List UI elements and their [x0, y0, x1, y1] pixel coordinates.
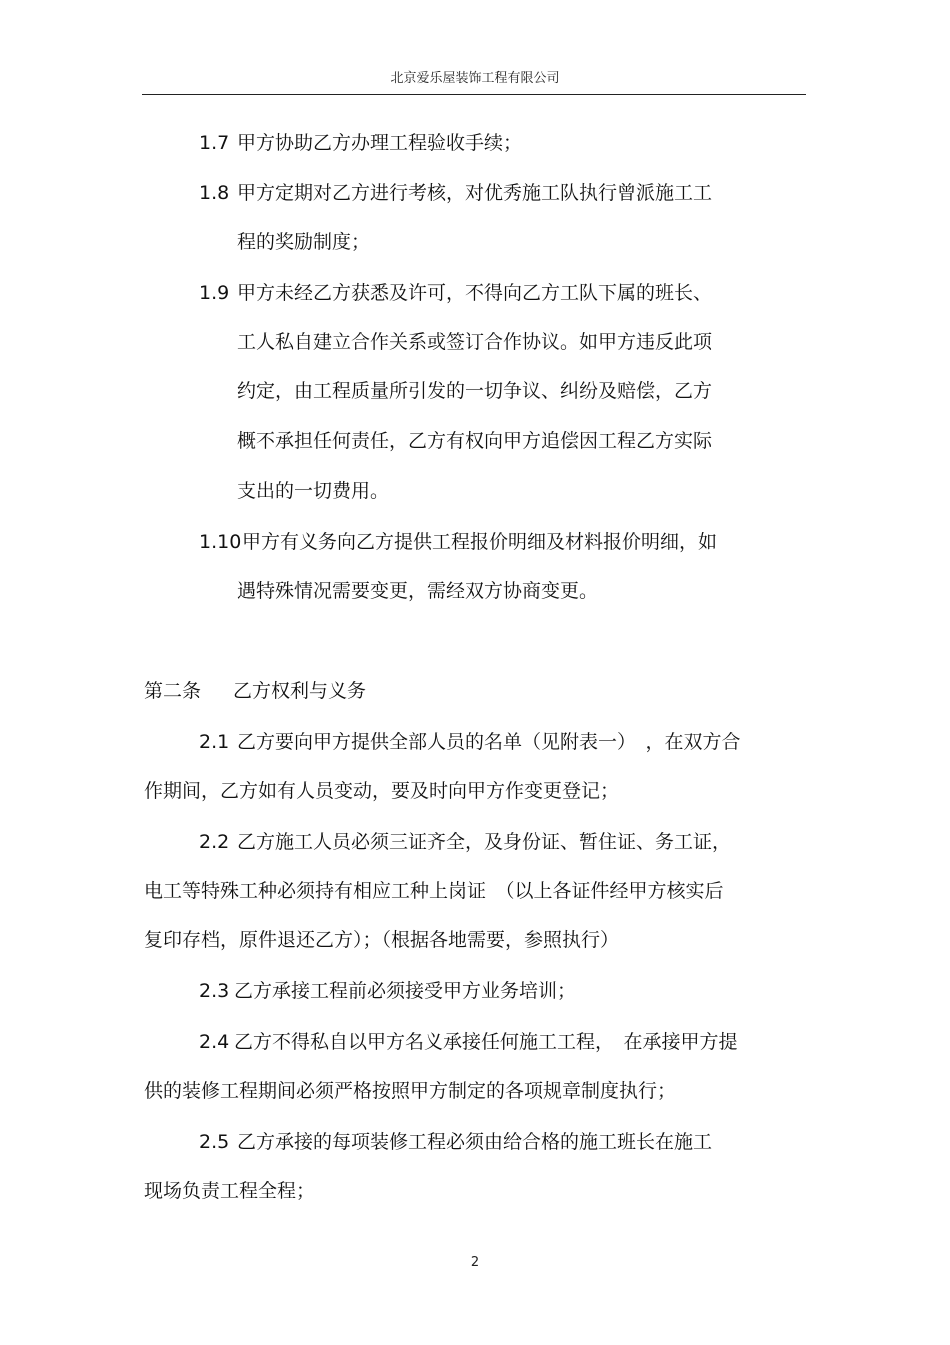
item-2-3-line-1: 乙方承接工程前必须接受甲方业务培训；	[234, 980, 577, 1002]
item-1-9-line-2: 工人私自建立合作关系或签订合作协议。如甲方违反此项	[237, 331, 713, 353]
item-2-1-line-2: 作期间，乙方如有人员变动，要及时向甲方作变更登记；	[144, 780, 620, 802]
header-divider	[142, 94, 806, 95]
item-1-7-line-1: 甲方协助乙方办理工程验收手续；	[237, 132, 523, 154]
item-1-9-number: 1.9	[199, 282, 230, 304]
item-2-4-number: 2.4	[199, 1031, 230, 1053]
page-number: 2	[470, 1255, 480, 1270]
item-1-9-line-1: 甲方未经乙方获悉及许可，不得向乙方工队下属的班长、	[237, 282, 713, 304]
item-1-8-number: 1.8	[199, 182, 230, 204]
article-2-title: 乙方权利与义务	[233, 680, 367, 702]
item-2-5-line-2: 现场负责工程全程；	[144, 1180, 316, 1202]
item-1-7-number: 1.7	[199, 132, 230, 154]
item-2-2-line-2: 电工等特殊工种必须持有相应工种上岗证 （以上各证件经甲方核实后	[144, 880, 724, 902]
article-2-label: 第二条	[144, 680, 202, 702]
header-company-name: 北京爱乐屋装饰工程有限公司	[390, 71, 560, 86]
item-1-8-line-1: 甲方定期对乙方进行考核，对优秀施工队执行曾派施工工	[237, 182, 713, 204]
item-1-9-line-5: 支出的一切费用。	[237, 480, 390, 502]
item-2-2-line-1: 乙方施工人员必须三证齐全，及身份证、暂住证、务工证，	[237, 831, 732, 853]
item-2-3-number: 2.3	[199, 980, 230, 1002]
item-1-10-line-1: 甲方有义务向乙方提供工程报价明细及材料报价明细，如	[242, 531, 718, 553]
item-2-5-number: 2.5	[199, 1131, 230, 1153]
item-1-9-line-3: 约定，由工程质量所引发的一切争议、纠纷及赔偿，乙方	[237, 380, 713, 402]
item-2-1-line-1: 乙方要向甲方提供全部人员的名单（见附表一） ，在双方合	[237, 731, 741, 753]
item-2-2-line-3: 复印存档，原件退还乙方）；（根据各地需要，参照执行）	[144, 929, 620, 951]
item-2-2-number: 2.2	[199, 831, 230, 853]
item-1-10-number: 1.10	[199, 531, 242, 553]
item-2-1-number: 2.1	[199, 731, 230, 753]
item-1-10-line-2: 遇特殊情况需要变更，需经双方协商变更。	[237, 580, 599, 602]
item-1-8-line-2: 程的奖励制度；	[237, 231, 371, 253]
item-2-4-line-1: 乙方不得私自以甲方名义承接任何施工工程， 在承接甲方提	[234, 1031, 738, 1053]
item-2-5-line-1: 乙方承接的每项装修工程必须由给合格的施工班长在施工	[237, 1131, 713, 1153]
item-2-4-line-2: 供的装修工程期间必须严格按照甲方制定的各项规章制度执行；	[144, 1080, 677, 1102]
item-1-9-line-4: 概不承担任何责任，乙方有权向甲方追偿因工程乙方实际	[237, 430, 713, 452]
